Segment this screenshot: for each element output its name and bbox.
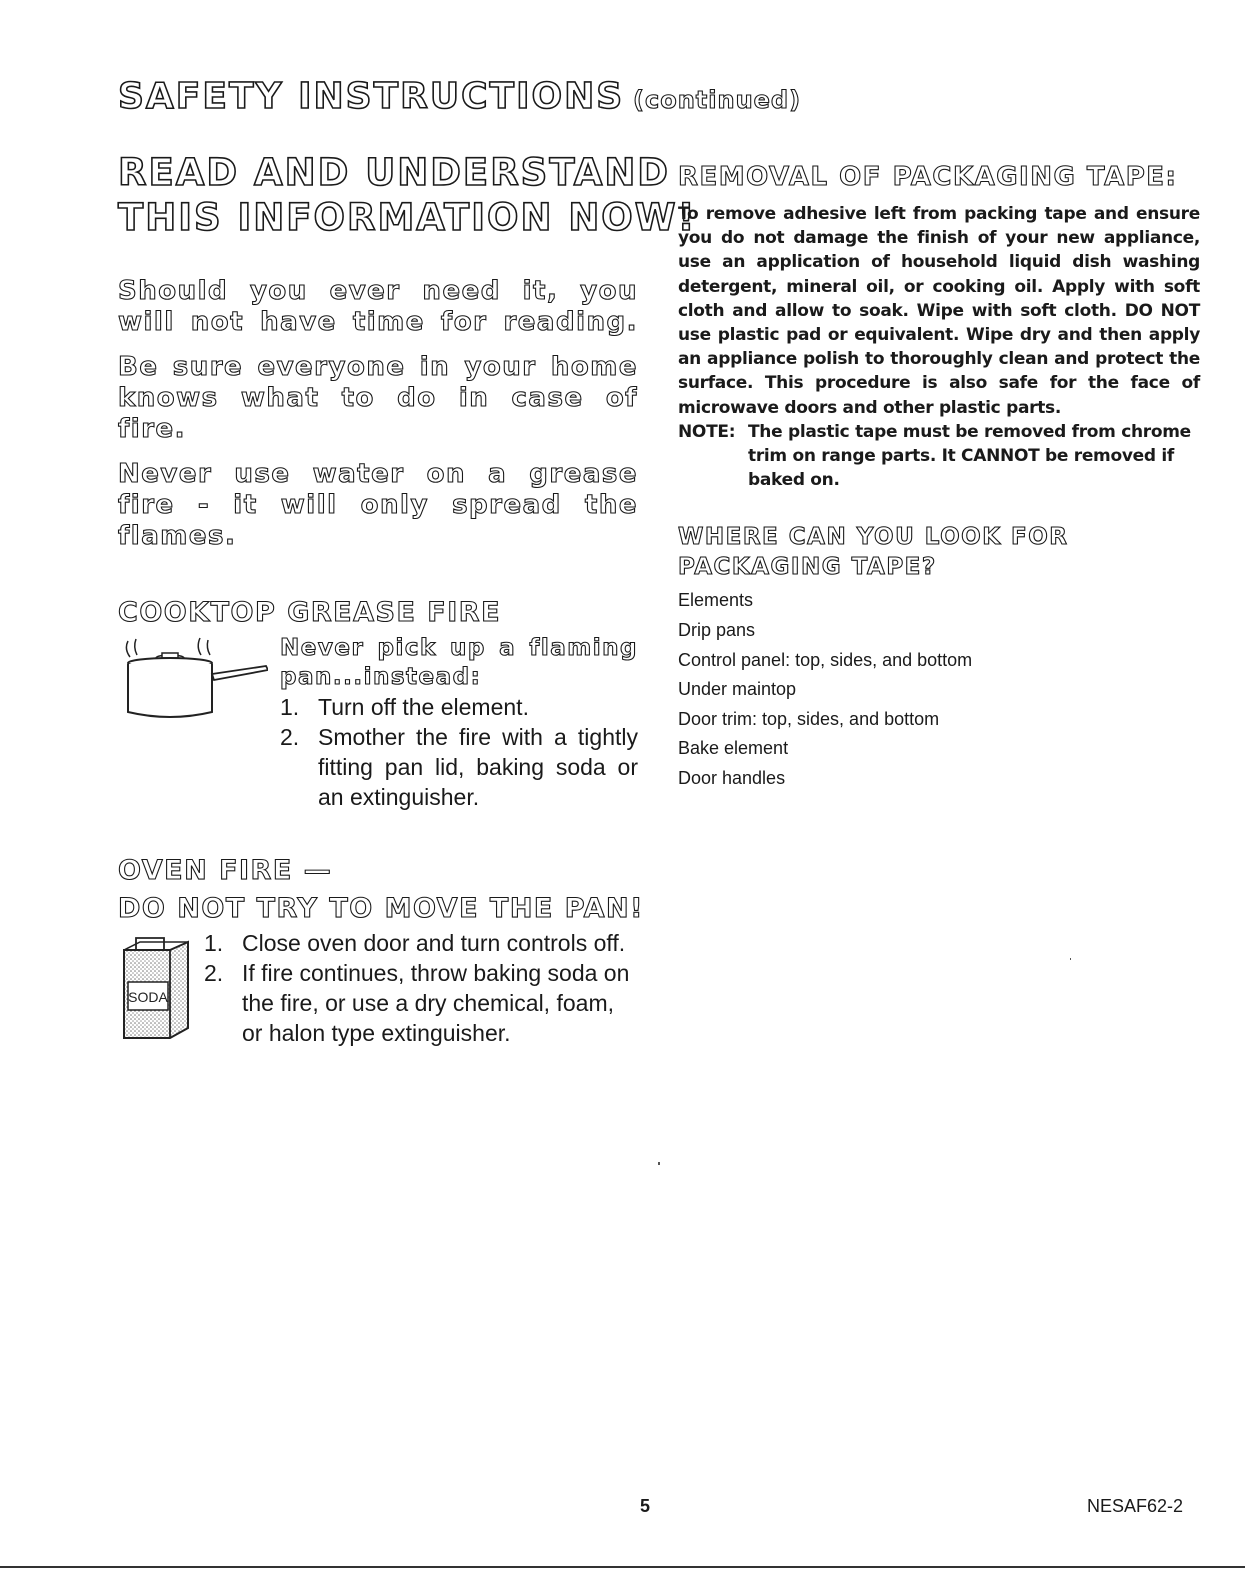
read-block bbox=[118, 150, 697, 552]
cooktop-fire-body bbox=[118, 630, 638, 810]
list-item bbox=[280, 692, 638, 722]
list-item bbox=[204, 928, 638, 958]
where-to-look-heading-line1: WHERE CAN YOU LOOK FOR bbox=[678, 524, 1069, 551]
step-number: 1. bbox=[280, 694, 300, 720]
tape-removal-paragraph: To remove adhesive left from packing tape and ensure you do not damage the finish of your new appliance, use an application of household liquid dish washing detergent, mineral oil, or cooking oil. Apply with soft cloth and allow to soak. Wipe with soft cloth. DO NOT use plastic pad or equivalent. Wipe dry and then apply an appliance polish to thoroughly clean and protect the surface. This procedure is also safe for the face of microwave doors and other plastic parts. bbox=[678, 204, 1200, 418]
oven-fire-section bbox=[118, 854, 644, 1076]
list-item: Elements bbox=[678, 590, 754, 611]
step-text: Close oven door and turn controls off. bbox=[242, 930, 626, 956]
bottom-rule bbox=[0, 1566, 1245, 1568]
oven-fire-heading-line2: DO NOT TRY TO MOVE THE PAN! bbox=[118, 893, 644, 924]
oven-fire-body bbox=[118, 926, 638, 1076]
list-item: Door trim: top, sides, and bottom bbox=[678, 708, 940, 729]
step-number: 2. bbox=[280, 724, 300, 750]
scan-speck bbox=[1070, 958, 1071, 960]
soda-label: SODA bbox=[128, 989, 168, 1005]
cooktop-fire-section bbox=[118, 596, 638, 810]
step-text: Smother the fire with a tightly fitting pan lid, baking soda or an extinguisher. bbox=[318, 724, 638, 810]
list-item: Door handles bbox=[678, 768, 786, 788]
cooktop-fire-text bbox=[280, 634, 638, 812]
tape-removal-section bbox=[678, 160, 1200, 492]
list-item bbox=[280, 722, 638, 812]
warning-paragraph: Be sure everyone in your home knows what to do in case of fire. bbox=[118, 352, 638, 444]
oven-fire-steps bbox=[204, 928, 638, 1048]
list-item bbox=[204, 958, 638, 1048]
step-text: Turn off the element. bbox=[318, 694, 529, 720]
right-column bbox=[678, 160, 1200, 794]
read-heading-line2: THIS INFORMATION NOW! bbox=[118, 196, 697, 239]
note-label: NOTE: bbox=[678, 421, 736, 442]
cooktop-fire-intro: Never pick up a flaming pan...instead: bbox=[280, 635, 638, 690]
warning-paragraph: Should you ever need it, you will not have time for reading. bbox=[118, 276, 638, 337]
page-title-text: SAFETY INSTRUCTIONS bbox=[118, 76, 625, 117]
warning-paragraph: Never use water on a grease fire - it will only spread the flames. bbox=[118, 459, 638, 551]
step-number: 1. bbox=[204, 930, 224, 956]
tape-removal-note bbox=[678, 420, 1200, 493]
where-to-look-heading-line2: PACKAGING TAPE? bbox=[678, 554, 937, 581]
list-item: Drip pans bbox=[678, 620, 756, 641]
list-item: Bake element bbox=[678, 738, 789, 759]
left-column bbox=[118, 150, 697, 1076]
note-text: The plastic tape must be removed from chrome trim on range parts. It CANNOT be removed if baked on. bbox=[748, 421, 1191, 491]
page-title-continued: (continued) bbox=[633, 86, 802, 114]
flaming-pan-icon bbox=[118, 636, 268, 726]
list-item: Under maintop bbox=[678, 679, 797, 700]
where-to-look-section bbox=[678, 522, 1200, 793]
step-number: 2. bbox=[204, 960, 224, 986]
tape-removal-heading: REMOVAL OF PACKAGING TAPE: bbox=[678, 162, 1178, 192]
document-code: NESAF62-2 bbox=[1087, 1496, 1184, 1516]
tape-location-list bbox=[678, 586, 1200, 793]
baking-soda-box-icon bbox=[118, 934, 196, 1042]
page-title bbox=[118, 76, 801, 117]
list-item: Control panel: top, sides, and bottom bbox=[678, 649, 973, 670]
cooktop-fire-steps bbox=[280, 692, 638, 812]
scan-speck bbox=[658, 1162, 660, 1165]
page-number: 5 bbox=[640, 1496, 651, 1516]
oven-fire-heading-line1: OVEN FIRE — bbox=[118, 855, 333, 886]
cooktop-fire-heading: COOKTOP GREASE FIRE bbox=[118, 597, 502, 628]
read-heading-line1: READ AND UNDERSTAND bbox=[118, 151, 671, 194]
step-text: If fire continues, throw baking soda on the fire, or use a dry chemical, foam, or halon type extinguisher. bbox=[242, 960, 630, 1046]
